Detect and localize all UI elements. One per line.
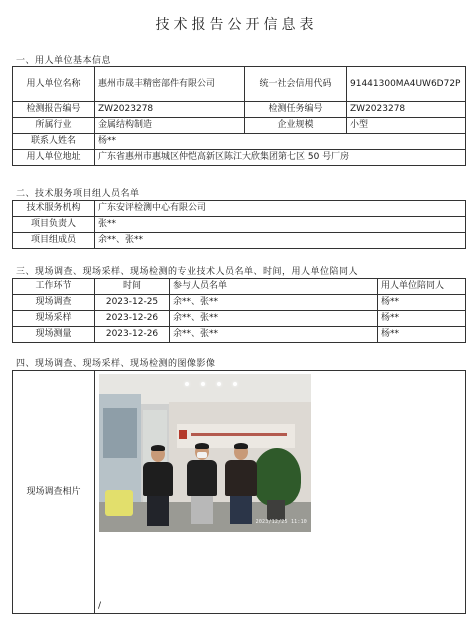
- photo-label: 现场调查相片: [13, 371, 95, 614]
- scale-label: 企业规模: [245, 118, 347, 134]
- col-header-time: 时间: [95, 279, 170, 295]
- employer-info-table: [12, 66, 466, 166]
- participants-cell: 余**、张**: [170, 311, 378, 327]
- col-header-participants: 参与人员名单: [170, 279, 378, 295]
- contact-value: 杨**: [95, 134, 466, 150]
- company-logo-icon: [179, 430, 187, 439]
- col-header-stage: 工作环节: [13, 279, 95, 295]
- task-number-label: 检测任务编号: [245, 102, 347, 118]
- stage-cell: 现场测量: [13, 327, 95, 343]
- employer-name-value: 惠州市晟丰精密部件有限公司: [95, 67, 245, 102]
- report-number-value: ZW2023278: [95, 102, 245, 118]
- time-cell: 2023-12-26: [95, 327, 170, 343]
- section4-heading: 四、现场调查、现场采样、现场检测的图像影像: [16, 359, 216, 369]
- table-row: [13, 327, 466, 343]
- industry-label: 所属行业: [13, 118, 95, 134]
- industry-value: 金属结构制造: [95, 118, 245, 134]
- section1-heading: 一、用人单位基本信息: [16, 56, 112, 66]
- participants-cell: 余**、张**: [170, 295, 378, 311]
- scale-value: 小型: [347, 118, 466, 134]
- address-label: 用人单位地址: [13, 150, 95, 166]
- credit-code-label: 统一社会信用代码: [245, 67, 347, 102]
- agency-value: 广东安评检测中心有限公司: [95, 201, 466, 217]
- credit-code-value: 91441300MA4UW6D72P: [347, 67, 466, 102]
- agency-label: 技术服务机构: [13, 201, 95, 217]
- team-members-label: 项目组成员: [13, 233, 95, 249]
- contact-label: 联系人姓名: [13, 134, 95, 150]
- section2-heading: 二、技术服务项目组人员名单: [16, 189, 140, 199]
- address-value: 广东省惠州市惠城区仲恺高新区陈江大欣集团第七区 50 号厂房: [95, 150, 466, 166]
- col-header-escort: 用人单位陪同人: [378, 279, 466, 295]
- time-cell: 2023-12-25: [95, 295, 170, 311]
- time-cell: 2023-12-26: [95, 311, 170, 327]
- employer-name-label: 用人单位名称: [13, 67, 95, 102]
- page-title: 技术报告公开信息表: [155, 17, 318, 33]
- task-number-value: ZW2023278: [347, 102, 466, 118]
- site-survey-photo: [99, 374, 311, 532]
- project-lead-value: 张**: [95, 217, 466, 233]
- escort-cell: 杨**: [378, 327, 466, 343]
- escort-cell: 杨**: [378, 295, 466, 311]
- fieldwork-table: [12, 278, 466, 343]
- photo-table: [12, 370, 466, 614]
- trailing-mark: /: [98, 601, 102, 611]
- report-number-label: 检测报告编号: [13, 102, 95, 118]
- team-members-value: 余**、张**: [95, 233, 466, 249]
- stage-cell: 现场采样: [13, 311, 95, 327]
- table-row: [13, 295, 466, 311]
- section3-heading: 三、现场调查、现场采样、现场检测的专业技术人员名单、时间，用人单位陪同人: [16, 267, 359, 277]
- participants-cell: 余**、张**: [170, 327, 378, 343]
- photo-timestamp: 2023/12/25 11:10: [255, 519, 307, 525]
- project-lead-label: 项目负责人: [13, 217, 95, 233]
- stage-cell: 现场调查: [13, 295, 95, 311]
- escort-cell: 杨**: [378, 311, 466, 327]
- team-table: [12, 200, 466, 249]
- table-row: [13, 311, 466, 327]
